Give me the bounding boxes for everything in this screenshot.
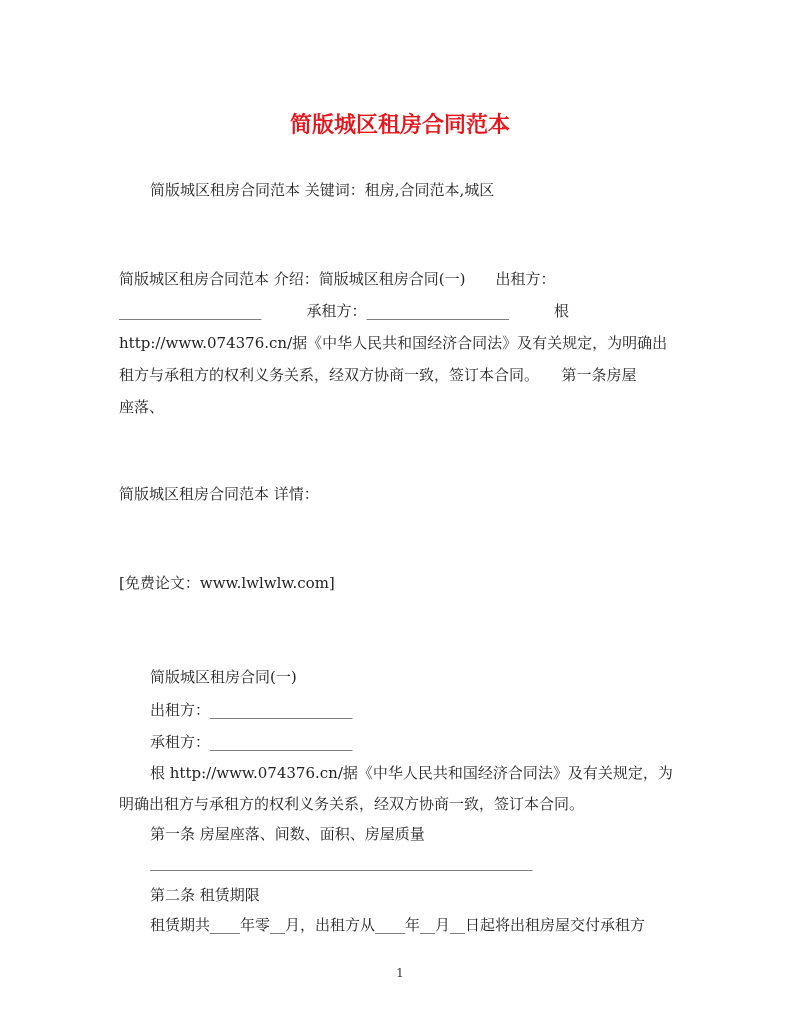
basis-line-1: 根 http://www.074376.cn/据《中华人民共和国经济合同法》及有关规定，为 <box>150 764 673 782</box>
free-paper-note: [免费论文：www.lwlwlw.com] <box>119 574 335 592</box>
document-title: 简版城区租房合同范本 <box>289 112 510 138</box>
contract-title: 简版城区租房合同(一) <box>150 668 297 686</box>
details-label: 简版城区租房合同范本 详情： <box>119 485 319 503</box>
keywords-line: 简版城区租房合同范本 关键词：租房,合同范本,城区 <box>150 181 495 199</box>
intro-line-5: 座落、 <box>119 398 165 416</box>
basis-line-2: 明确出租方与承租方的权利义务关系，经双方协商一致，签订本合同。 <box>119 795 585 813</box>
intro-line-4: 租方与承租方的权利义务关系，经双方协商一致，签订本合同。 第一条房屋 <box>119 366 637 384</box>
article-2-heading: 第二条 租赁期限 <box>150 886 260 904</box>
lessor-field: 出租方：___________________ <box>150 701 353 719</box>
lessee-field: 承租方：___________________ <box>150 733 353 751</box>
lease-term-line: 租赁期共____年零__月，出租方从____年__月__日起将出租房屋交付承租方 <box>150 916 646 934</box>
page-number: 1 <box>396 966 404 980</box>
article-1-heading: 第一条 房屋座落、间数、面积、房屋质量 <box>150 825 425 843</box>
article-1-blank: ___________________________________________________ <box>150 853 533 871</box>
intro-line-3: http://www.074376.cn/据《中华人民共和国经济合同法》及有关规定，为明确出 <box>119 334 668 352</box>
intro-line-2: ___________________ 承租方：___________________ 根 <box>119 302 570 320</box>
intro-line-1: 简版城区租房合同范本 介绍：简版城区租房合同(一) 出租方： <box>119 270 556 288</box>
